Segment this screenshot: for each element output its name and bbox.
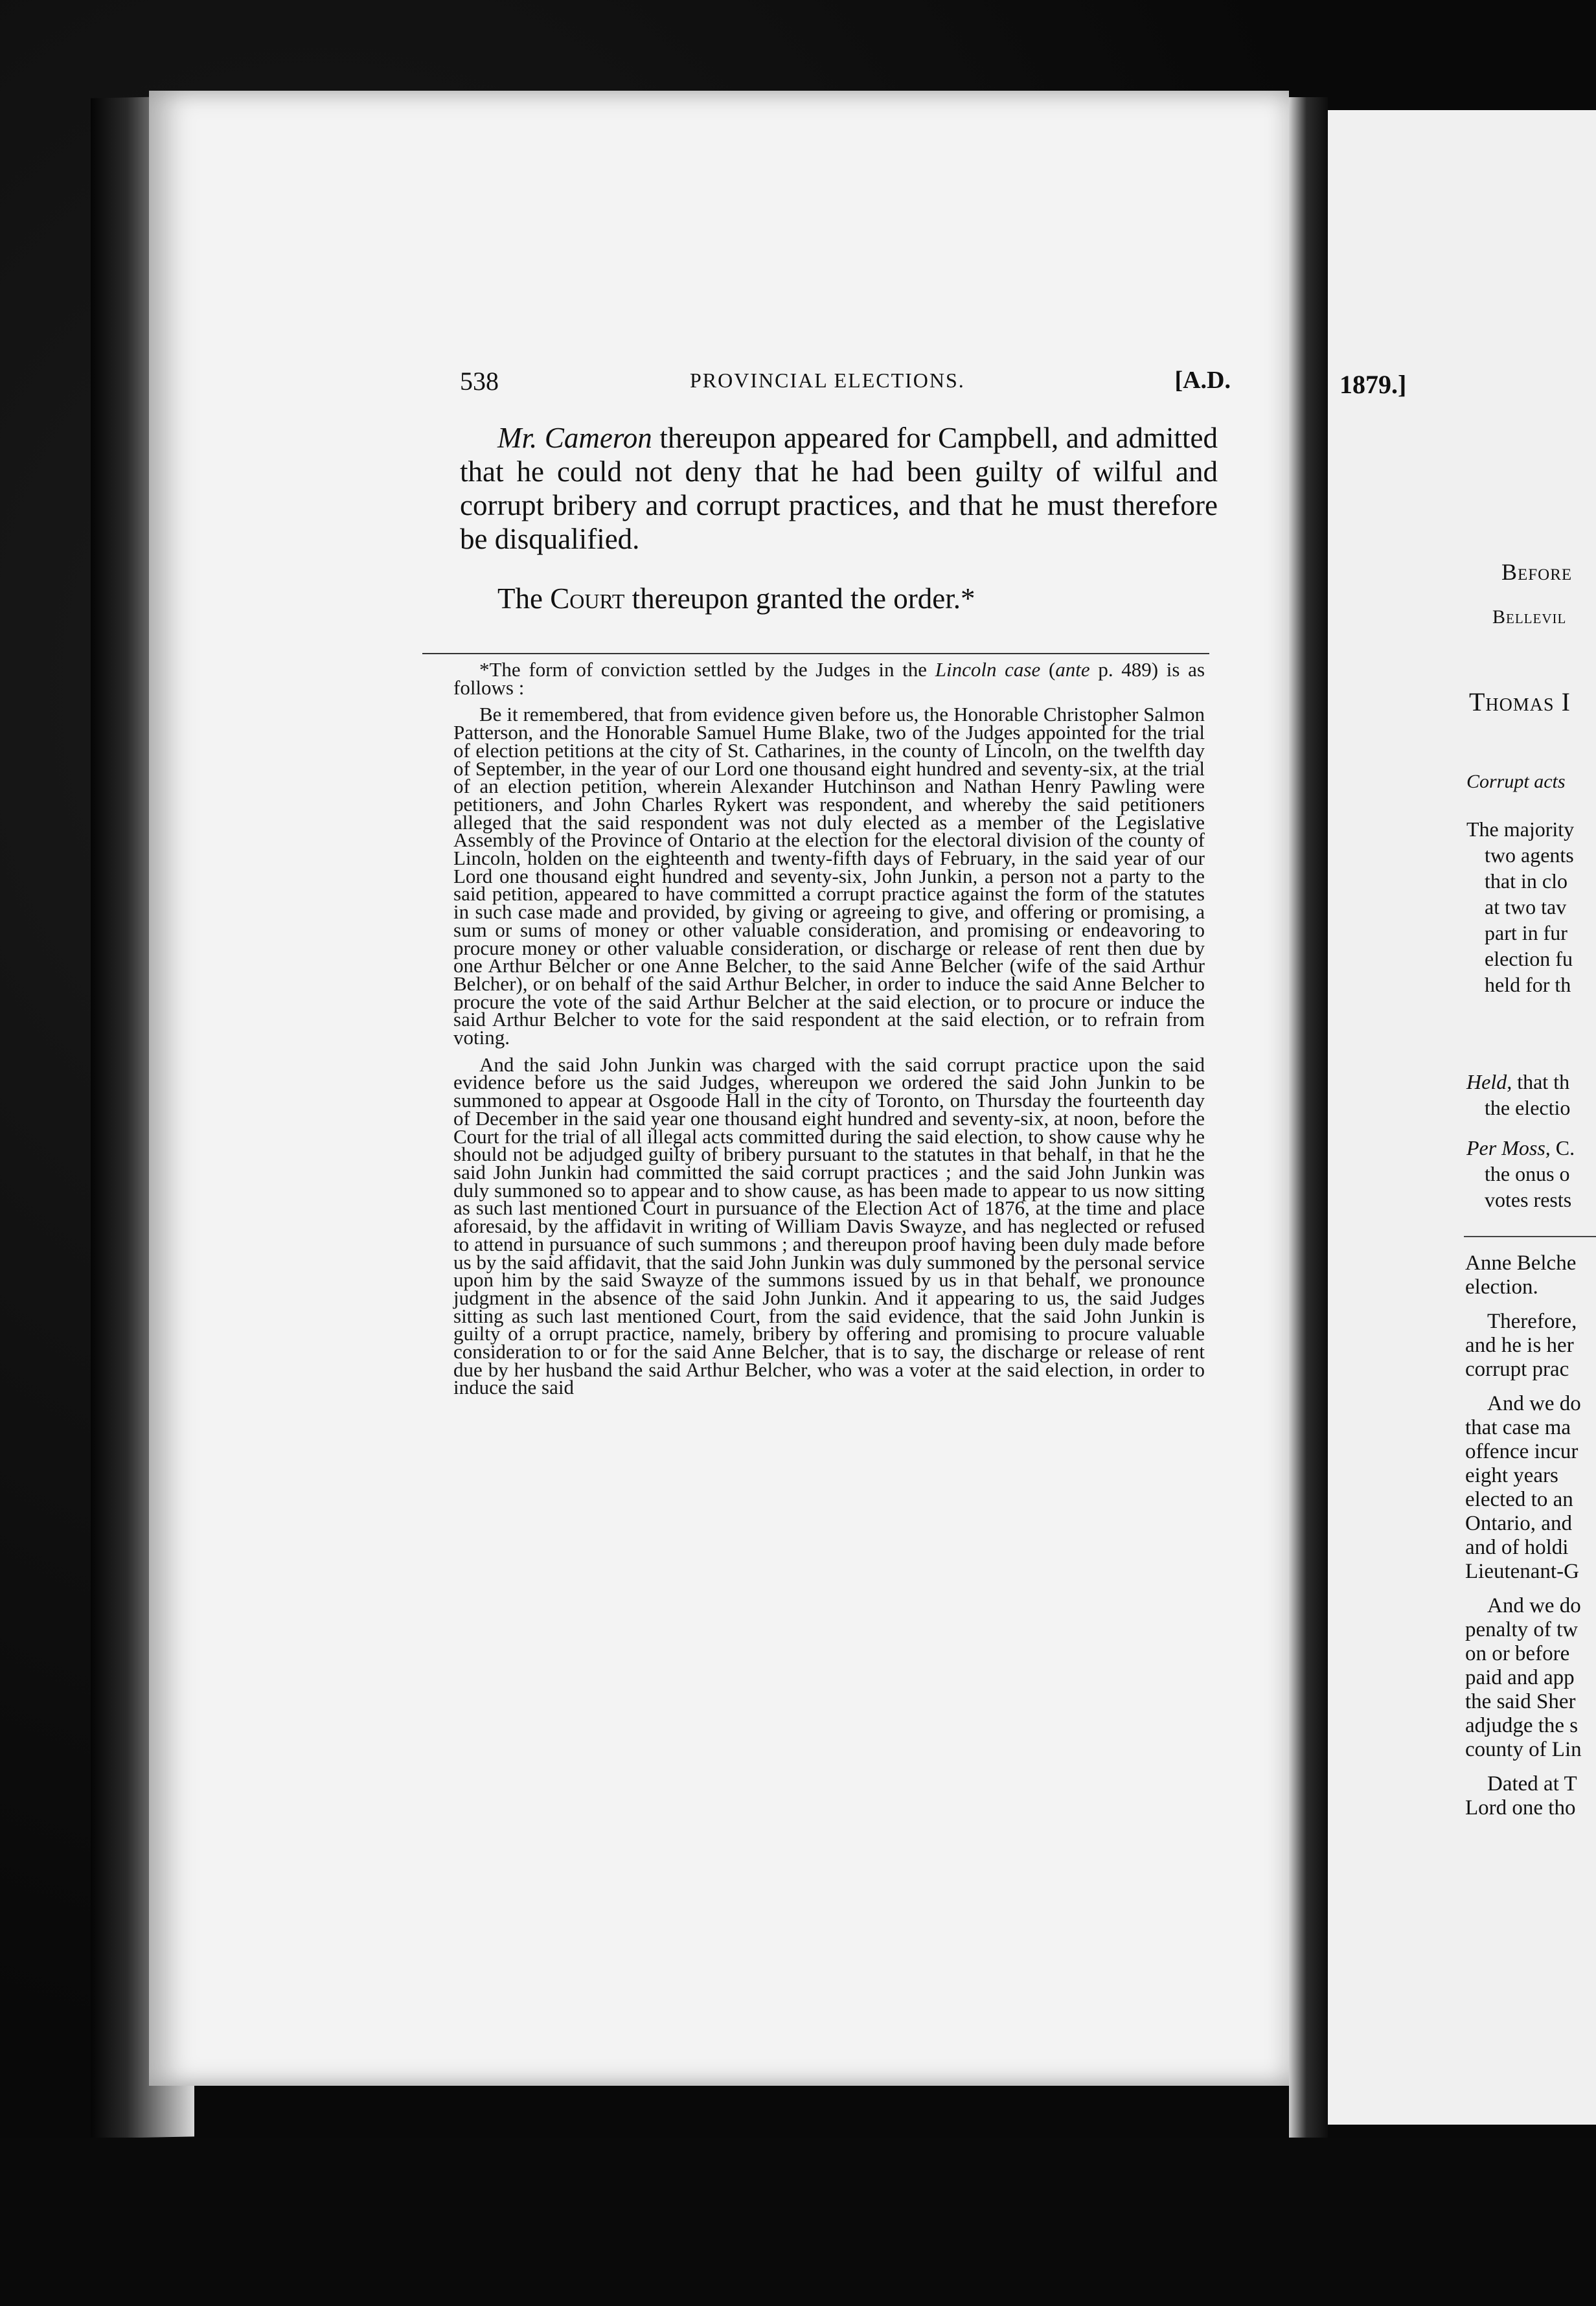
running-year-left: [A.D. — [1174, 367, 1231, 394]
body-line: And we do — [1487, 1594, 1581, 1617]
body-line: penalty of tw — [1465, 1618, 1579, 1641]
right-page-rule — [1464, 1236, 1596, 1237]
body-line: the said Sher — [1465, 1690, 1576, 1713]
body-line: and he is her — [1465, 1334, 1574, 1357]
body-line: that case ma — [1465, 1416, 1571, 1439]
body-line: adjudge the s — [1465, 1714, 1579, 1737]
body-line: corrupt prac — [1465, 1358, 1569, 1381]
body-line: and of holdi — [1465, 1536, 1569, 1559]
headnote-line: The majority — [1466, 817, 1575, 841]
body-line: offence incur — [1465, 1440, 1579, 1463]
body-line: Lieutenant-G — [1465, 1560, 1579, 1583]
location-heading: Bellevil — [1492, 606, 1567, 628]
body-line: Therefore, — [1487, 1310, 1577, 1333]
headnote-per: Per Moss, C. — [1466, 1136, 1575, 1159]
running-title: PROVINCIAL ELECTIONS. — [690, 369, 965, 392]
footnote-intro: *The form of conviction settled by the Judges in the Lincoln case (ante p. 489) is as follows : — [453, 658, 1205, 699]
footnote-paragraph-1: Be it remembered, that from evidence given before us, the Honorable Christopher Salmon Patterson, and the Honorable Samuel Hume Blake, two of the Judges appointed for the trial of election petitions at the city of St. Catharines, in the county of Lincoln, on the twelfth day of September, in the year of our Lord one thousand eight hundred and seventy-six, at the trial of an election petition, wherein Alexander Hutchinson and Nathan Henry Pawling were petitioners, and John Charles Rykert was respondent, and whereby the said petitioners alleged that the said respondent was not duly elected as a member of the Legislative Assembly of the Province of Ontario at the election for the electoral division of the county of Lincoln, holden on the eighteenth and twenty-fifth days of February, in the said year of our Lord one thousand eight hundred and seventy-six, John Junkin, a person not a party to the said petition, appeared to have committed a corrupt practice against the form of the statutes in such case made and provided, by giving or agreeing to give, and offering or promising, a sum or sums of money or other valuable consideration, and promising or endeavoring to procure money or other valuable consideration, or discharge or release of rent then due by one Arthur Belcher or one Anne Belcher, to the said Anne Belcher (wife of the said Arthur Belcher), or on behalf of the said Arthur Belcher, in order to induce the said Anne Belcher to procure the vote of the said Arthur Belcher at the said election, or to procure or induce the said Arthur Belcher to vote for the said respondent at the said election, or to refrain from voting. — [453, 703, 1205, 1049]
headnote-line: election fu — [1485, 947, 1573, 970]
court-heading: Before — [1501, 559, 1573, 585]
counsel-name: Mr. Cameron — [497, 422, 652, 454]
main-paragraph-2: The Court thereupon granted the order.* — [497, 582, 975, 615]
body-line: election. — [1465, 1275, 1538, 1299]
main-paragraph-1: Mr. Cameron thereupon appeared for Campbell, and admitted that he could not deny that he had been guilty of wilful and corrupt bribery and corrupt practices, and that he must therefore be disqualified. — [460, 422, 1218, 555]
body-line: Ontario, and — [1465, 1512, 1572, 1535]
body-line: on or before — [1465, 1642, 1570, 1665]
page-number: 538 — [460, 367, 499, 396]
scan-bottom-edge — [0, 2138, 1596, 2306]
footnote-paragraph-2: And the said John Junkin was charged with the said corrupt practice upon the said evidence before us the said Judges, whereupon we ordered the said John Junkin to be summoned to appear at Osgoode Hall in the city of Toronto, on Thursday the fourteenth day of December in the said year one thousand eight hundred and seventy-six, at noon, before the Court for the trial of all illegal acts committed during the said election, to show cause why he should not be adjudged guilty of bribery pursuant to the statutes in that behalf, in that he the said John Junkin had committed the said corrupt practices ; and the said John Junkin was duly summoned so to appear and to show cause, as has been made to appear to us now sitting as such last mentioned Court in pursuance of the Election Act of 1876, at the time and place aforesaid, by the affidavit in writing of William Davis Swayze, and has neglected or refused to attend in pursuance of such summons ; and thereupon proof having been duly made before us by the said affidavit, that the said John Junkin was duly summoned by the personal service upon him by the said Swayze of the summons issued by us in that behalf, we pronounce judgment in the absence of the said John Junkin. And it appearing to us, the said Judges sitting as such last mentioned Court, from the said evidence, that the said John Junkin is guilty of a orrupt practice, namely, bribery by offering and promising to procure valuable consideration to or for the said Anne Belcher, that is to say, the discharge or release of rent due by her husband the said Arthur Belcher, who was a voter at the said election, in order to induce the said — [453, 1053, 1205, 1399]
headnote-line: at two tav — [1485, 895, 1567, 919]
body-line: Dated at T — [1487, 1772, 1577, 1796]
body-line: eight years — [1465, 1464, 1558, 1487]
body-line: elected to an — [1465, 1488, 1573, 1511]
body-line: paid and app — [1465, 1666, 1575, 1689]
running-year-right: 1879.] — [1340, 370, 1407, 399]
headnote-held-cont: the electio — [1485, 1096, 1571, 1119]
catchline: Corrupt acts — [1466, 771, 1566, 792]
footnote — [453, 658, 1205, 1399]
headnote-per-cont-1: the onus o — [1485, 1162, 1570, 1185]
body-line: And we do — [1487, 1392, 1581, 1415]
body-line: county of Lin — [1465, 1738, 1582, 1761]
headnote-per-cont-2: votes rests — [1485, 1188, 1572, 1211]
body-line: Lord one tho — [1465, 1796, 1576, 1820]
headnote-held: Held, that th — [1466, 1070, 1570, 1093]
headnote-line: two agents — [1485, 843, 1574, 867]
running-head — [460, 366, 1231, 405]
footnote-rule — [422, 653, 1209, 654]
book-gutter — [1289, 97, 1328, 2138]
headnote-line: held for th — [1485, 973, 1571, 996]
right-page — [1328, 110, 1596, 2125]
headnote-line: that in clo — [1485, 869, 1568, 893]
main-text — [460, 421, 1218, 615]
headnote-line: part in fur — [1485, 921, 1568, 944]
body-line: Anne Belche — [1465, 1251, 1577, 1275]
case-party: Thomas I — [1469, 687, 1571, 716]
